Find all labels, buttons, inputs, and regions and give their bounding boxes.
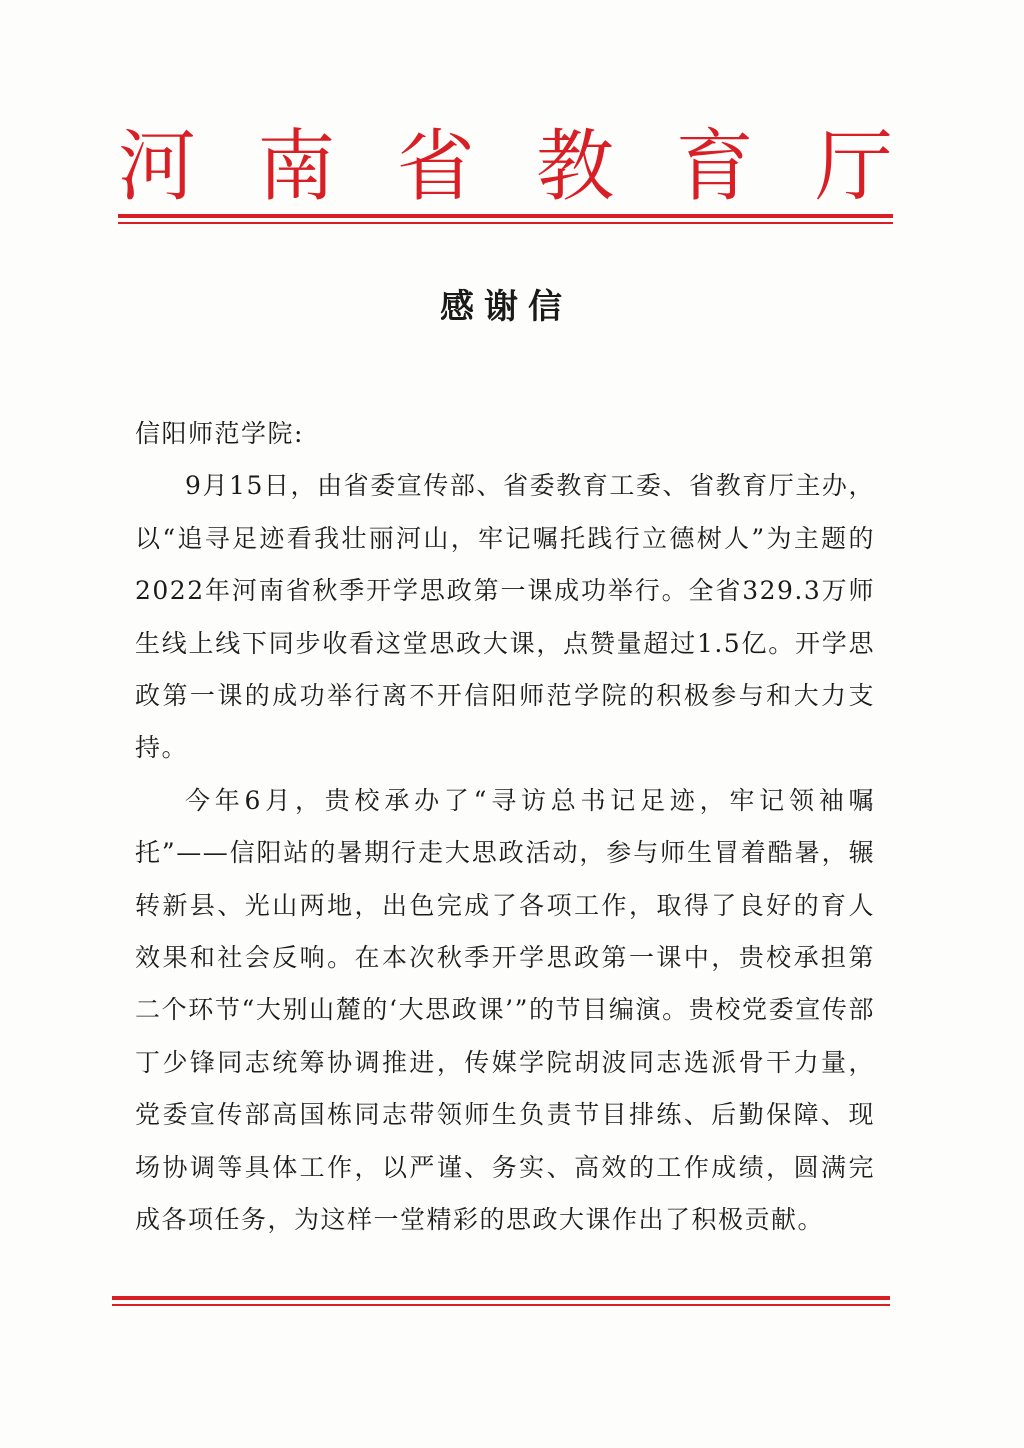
letterhead-char: 育: [675, 122, 754, 212]
body-paragraph: 今年6月，贵校承办了“寻访总书记足迹，牢记领袖嘱托”——信阳站的暑期行走大思政活动，参与师生冒着酷暑，辗转新县、光山两地，出色完成了各项工作，取得了良好的育人效果和社会反响。在本次秋季开学思政第一课中，贵校承担第二个环节“大别山麓的‘大思政课’”的节目编演。贵校党委宣传部丁少锋同志统筹协调推进，传媒学院胡波同志选派骨干力量，党委宣传部高国栋同志带领师生负责节目排练、后勤保障、现场协调等具体工作，以严谨、务实、高效的工作成绩，圆满完成各项任务，为这样一堂精彩的思政大课作出了积极贡献。: [135, 785, 875, 1235]
salutation: 信阳师范学院:: [135, 419, 304, 448]
letter-body: [135, 408, 875, 1247]
letterhead: [118, 120, 893, 215]
letterhead-rule-thick: [118, 214, 893, 218]
footer-rule-thin: [112, 1304, 890, 1306]
letterhead-char: 南: [257, 122, 336, 212]
body-paragraph: 9月15日，由省委宣传部、省委教育工委、省教育厅主办，以“追寻足迹看我壮丽河山，牢记嘱托践行立德树人”为主题的2022年河南省秋季开学思政第一课成功举行。全省329.3万师生线上线下同步收看这堂思政大课，点赞量超过1.5亿。开学思政第一课的成功举行离不开信阳师范学院的积极参与和大力支持。: [135, 471, 875, 763]
footer-rule-thick: [112, 1296, 890, 1300]
letterhead-char: 厅: [814, 122, 893, 212]
letterhead-rule-thin: [118, 222, 893, 224]
letterhead-char: 教: [536, 122, 615, 212]
letterhead-char: 省: [396, 122, 475, 212]
document-title: 感谢信: [440, 287, 572, 327]
letterhead-char: 河: [118, 122, 197, 212]
